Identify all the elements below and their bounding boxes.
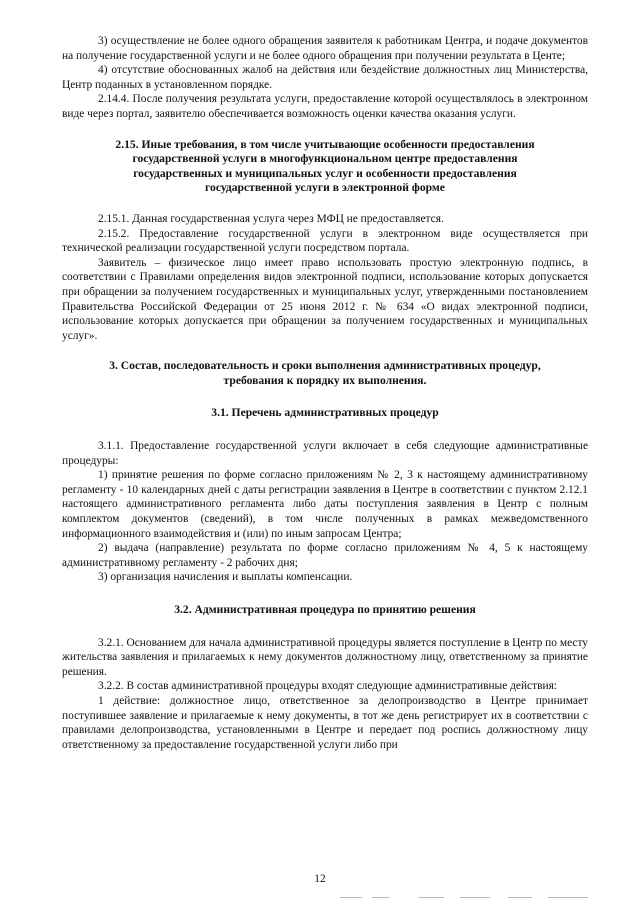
paragraph-signature: Заявитель – физическое лицо имеет право использовать простую электронную подпись, в соответствии с Правилами определения видов электронной подписи, использование которых допускается при обращении за получением государственных и муниципальных услуг, утвержденными постановлением Правительства Российской Федерации от 25 июня 2012 г. № 634 «О видах электронной подписи, использование которых допускается при обращении за получением государственных и муниципальных услуг». [62,256,588,342]
paragraph-item-3: 3) осуществление не более одного обращения заявителя к работникам Центра, и подаче документов на получение государственной услуги и не более одного обращения при получении результата в Центе; [62,35,588,62]
paragraph-item-4: 4) отсутствие обоснованных жалоб на действия или бездействие должностных лиц Министерства, Центр поданных в установленном порядке. [62,64,588,91]
paragraph-2-15-1: 2.15.1. Данная государственная услуга через МФЦ не предоставляется. [98,212,444,225]
paragraph-3-1-1: 3.1.1. Предоставление государственной услуги включает в себя следующие административные процедуры: [62,440,588,467]
scan-artifact-line [372,897,390,898]
paragraph-2-14-4: 2.14.4. После получения результата услуги, предоставление которой осуществлялось в электронном виде через портал, заявителю обеспечивается возможность оценки качества оказания услуги. [62,93,588,120]
page-number: 12 [314,873,326,885]
heading-2-15: 2.15. Иные требования, в том числе учитывающие особенности предоставления государственной услуги в многофункциональном центре предоставления государственных и муниципальных услуг и особенности предоставления государственной услуги в электронной форме [115,137,535,195]
paragraph-3-2-1: 3.2.1. Основанием для начала административной процедуры является поступление в Центр по месту жительства заявления и прилагаемых к нему документов должностному лицу, ответственному за принятие решения. [62,636,588,678]
paragraph-action-1: 1 действие: должностное лицо, ответственное за делопроизводство в Центре принимает поступившее заявление и прилагаемые к нему документы, в тот же день регистрирует их в соответствии с правилами делопроизводства, установленными в Центре и передает под роспись должностному лицу ответственному за предоставление государственной услуги либо при [62,694,588,751]
heading-3-1: 3.1. Перечень административных процедур [211,406,439,420]
scan-artifact-line [340,897,362,898]
page-body [62,34,588,752]
heading-section-3: 3. Состав, последовательность и сроки выполнения административных процедур, требования к порядку их выполнения. [109,359,541,387]
paragraph-procedure-3: 3) организация начисления и выплаты компенсации. [98,571,353,584]
scan-artifact-line [548,897,588,898]
heading-3-2: 3.2. Административная процедура по принятию решения [174,603,476,616]
scan-artifact-line [508,897,532,898]
paragraph-2-15-2: 2.15.2. Предоставление государственной услуги в электронном виде осуществляется при технической реализации государственной услуги посредством портала. [62,227,588,255]
paragraph-3-2-2: 3.2.2. В состав административной процедуры входят следующие административные действия: [98,680,557,693]
paragraph-procedure-1: 1) принятие решения по форме согласно приложениям № 2, 3 к настоящему административному регламенту - 10 календарных дней с даты регистрации заявления в Центре в соответствии с пунктом 2.12.1 настоящего административного регламента либо даты поступления заявления в Центр с полным комплектом документов (сведений), в том числе полученных в рамках межведомственного информационного взаимодействия и (или) по иным запросам Центра; [62,469,588,540]
paragraph-procedure-2: 2) выдача (направление) результата по форме согласно приложениям № 4, 5 к настоящему административному регламенту - 2 рабочих дня; [62,542,588,569]
scan-artifact-line [460,897,490,898]
scan-artifact-line [418,897,444,898]
